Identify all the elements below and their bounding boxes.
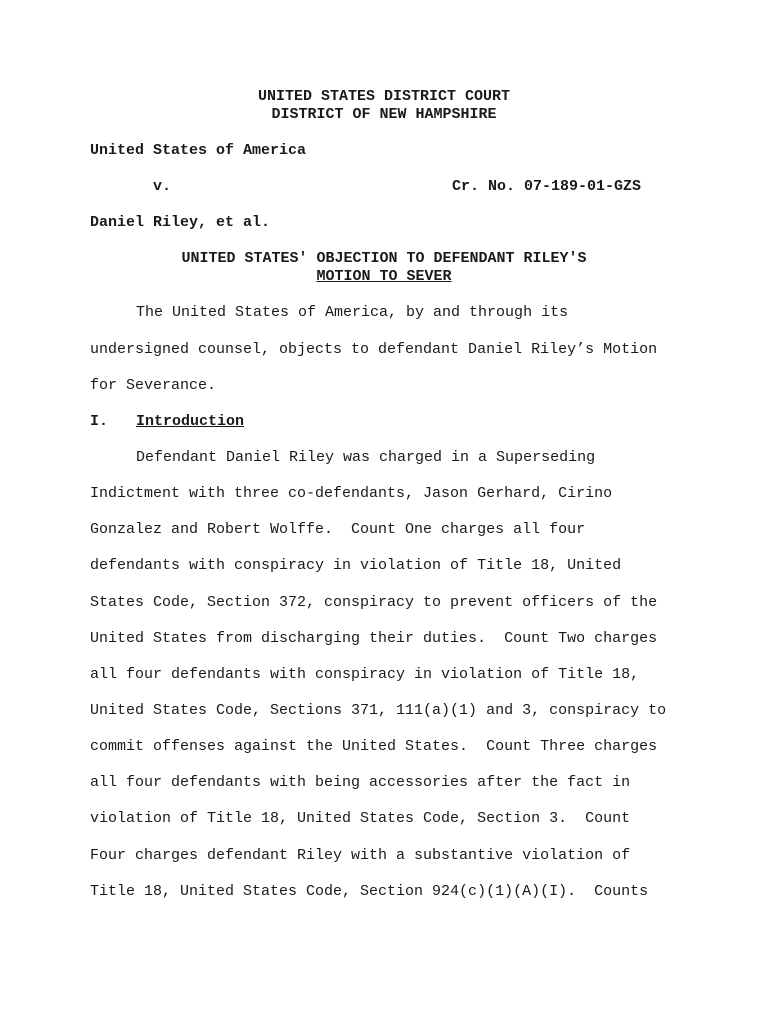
defendant-name: Daniel Riley, et al. xyxy=(90,214,271,231)
intro-paragraph-line: for Severance. xyxy=(90,377,217,394)
section-heading: Introduction xyxy=(136,413,245,430)
body-paragraph-line: United States Code, Sections 371, 111(a)(1) and 3, conspiracy to xyxy=(90,702,667,719)
body-paragraph-line: all four defendants with being accessories after the fact in xyxy=(90,774,631,791)
plaintiff-name: United States of America xyxy=(90,142,307,159)
intro-paragraph-line: undersigned counsel, objects to defendant Daniel Riley’s Motion xyxy=(90,341,658,358)
body-paragraph-line: Title 18, United States Code, Section 924(c)(1)(A)(I). Counts xyxy=(90,883,649,900)
body-paragraph-line: Four charges defendant Riley with a substantive violation of xyxy=(90,847,631,864)
section-number: I. xyxy=(90,413,109,430)
body-paragraph-line: Gonzalez and Robert Wolffe. Count One charges all four xyxy=(90,521,586,538)
body-paragraph-line: all four defendants with conspiracy in violation of Title 18, xyxy=(90,666,640,683)
document-title-line-2 xyxy=(0,268,768,286)
body-paragraph-line: defendants with conspiracy in violation of Title 18, United xyxy=(90,557,622,574)
district-name: DISTRICT OF NEW HAMPSHIRE xyxy=(271,106,497,123)
body-paragraph-line: Indictment with three co-defendants, Jason Gerhard, Cirino xyxy=(90,485,613,502)
body-paragraph-line: Defendant Daniel Riley was charged in a Superseding xyxy=(136,449,596,466)
case-number: Cr. No. 07-189-01-GZS xyxy=(452,178,642,195)
body-paragraph-line: commit offenses against the United States. Count Three charges xyxy=(90,738,658,755)
intro-paragraph-line: The United States of America, by and through its xyxy=(136,304,569,321)
versus-label: v. xyxy=(153,178,172,195)
body-paragraph-line: violation of Title 18, United States Code, Section 3. Count xyxy=(90,810,631,827)
body-paragraph-line: United States from discharging their duties. Count Two charges xyxy=(90,630,658,647)
document-title-underlined: MOTION TO SEVER xyxy=(316,268,452,285)
court-name: UNITED STATES DISTRICT COURT xyxy=(257,88,511,105)
document-title-line-1: UNITED STATES' OBJECTION TO DEFENDANT RILEY'S xyxy=(181,250,587,267)
body-paragraph-line: States Code, Section 372, conspiracy to prevent officers of the xyxy=(90,594,658,611)
